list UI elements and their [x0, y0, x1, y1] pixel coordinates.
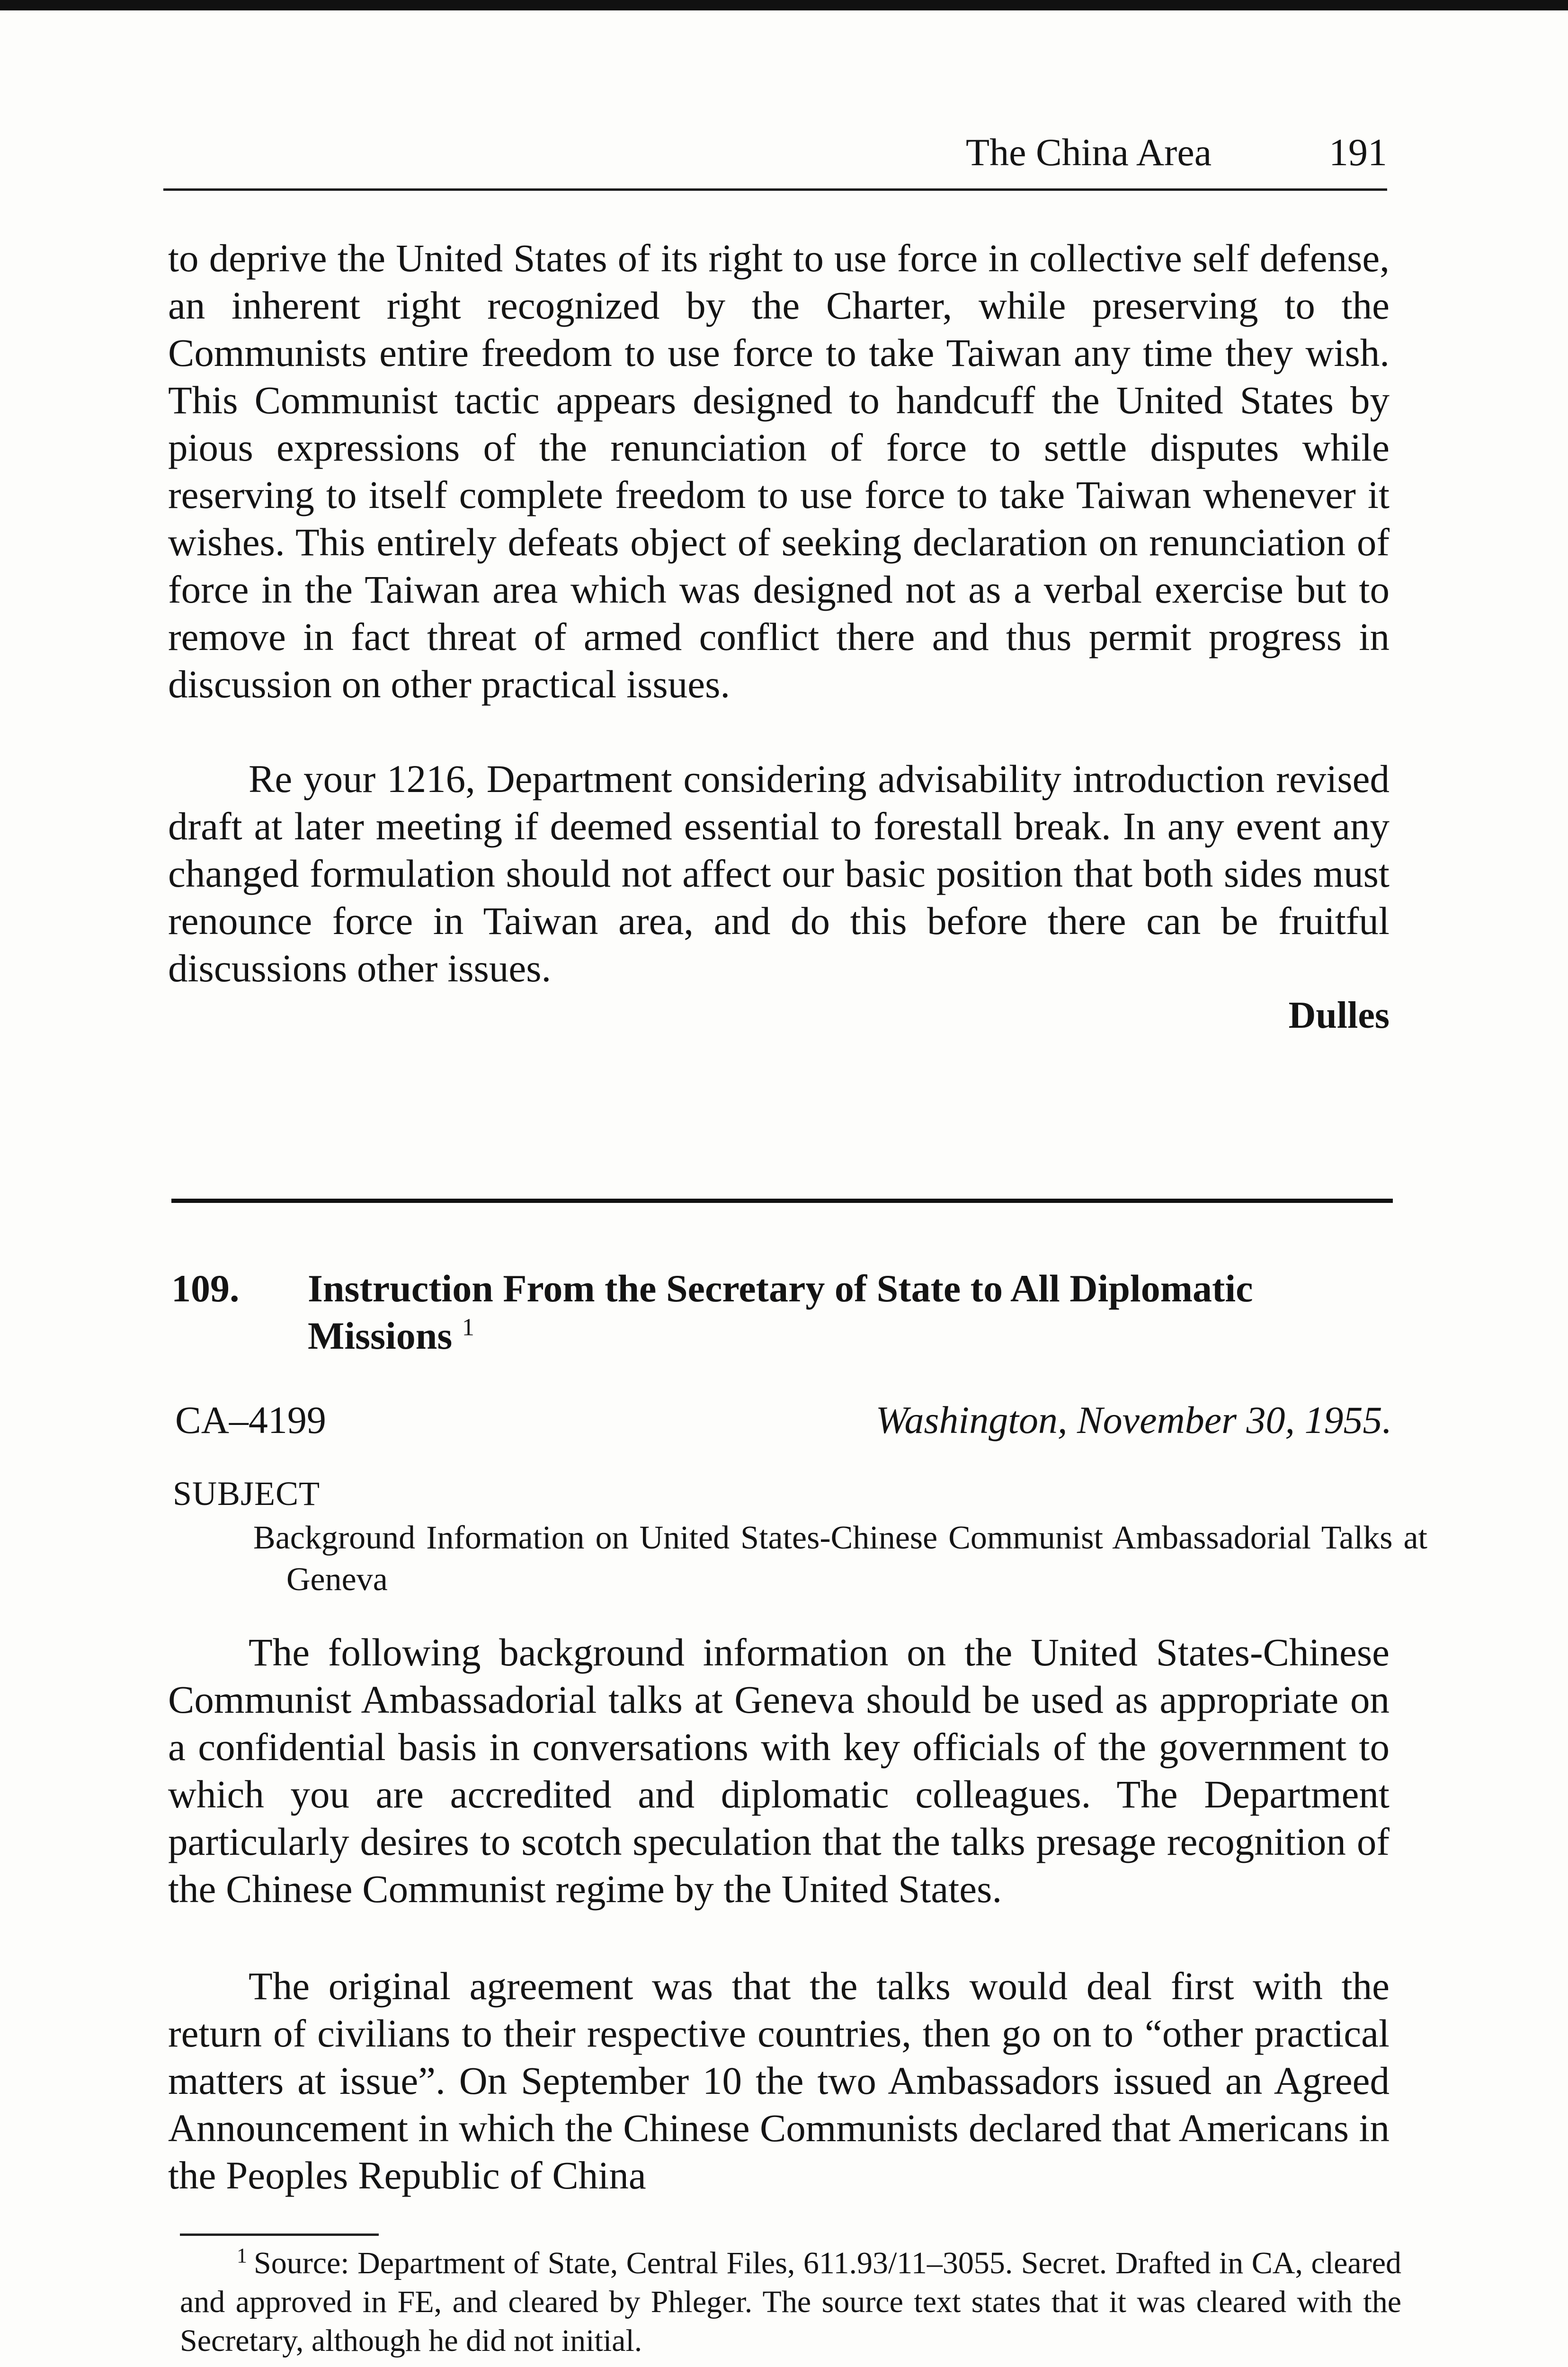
document-number: 109.: [171, 1267, 240, 1310]
dateline: Washington, November 30, 1955.: [875, 1398, 1392, 1442]
document-title: [308, 1265, 1397, 1360]
page-top-edge: [0, 0, 1568, 10]
subject-text: Background Information on United States-Chinese Communist Ambassadorial Talks at Geneva: [253, 1520, 1427, 1598]
document-title-text: Instruction From the Secretary of State to All Diplomatic Missions: [308, 1267, 1253, 1357]
page-number: 191: [1329, 131, 1387, 174]
footnote-number: 1: [237, 2244, 247, 2267]
continuation-paragraph-1: to deprive the United States of its right to use force in collective self defense, an inherent right recognized by the Charter, while preserving to the Communists entire freedom to use force to take Taiwan any time they wish. This Communist tactic appears designed to handcuff the United States by pious expressions of the renunciation of force to settle disputes while reserving to itself complete freedom to use force to take Taiwan whenever it wishes. This entirely defeats object of seeking declaration on renunciation of force in the Taiwan area which was designed not as a verbal exercise but to remove in fact threat of armed conflict there and thus permit progress in discussion on other practical issues.: [168, 236, 1390, 706]
footnote-rule: [180, 2234, 379, 2236]
document-paragraph-1: The following background information on the United States-Chinese Communist Ambassadorial talks at Geneva should be used as appropriate on a confidential basis in conversations with key officials of the government to which you are accredited and diplomatic colleagues. The Department particularly desires to scotch speculation that the talks presage recognition of the Chinese Communist regime by the United States.: [168, 1630, 1390, 1911]
continuation-paragraph-2: Re your 1216, Department considering advisability introduction revised draft at later meeting if deemed essential to forestall break. In any event any changed formulation should not affect our basic position that both sides must renounce force in Taiwan area, and do this before there can be fruitful discussions other issues.: [168, 757, 1390, 990]
footnote: [180, 2244, 1401, 2360]
subject-label: SUBJECT: [173, 1475, 321, 1513]
section-divider: [171, 1199, 1393, 1203]
footnote-text: Source: Department of State, Central Files, 611.93/11–3055. Secret. Drafted in CA, cleared and approved in FE, and cleared by Phleger. The source text states that it was cleared with the Secretary, although he did not initial.: [180, 2246, 1401, 2358]
signature: Dulles: [1288, 995, 1390, 1036]
document-id: CA–4199: [175, 1398, 326, 1442]
header-rule: [163, 188, 1387, 191]
document-paragraph-2: The original agreement was that the talks would deal first with the return of civilians to their respective countries, then go on to “other practical matters at issue”. On September 10 the two Ambassadors issued an Agreed Announcement in which the Chinese Communists declared that Americans in the Peoples Republic of China: [168, 1964, 1390, 2197]
footnote-marker: 1: [462, 1314, 474, 1341]
running-title: The China Area: [966, 131, 1212, 174]
running-head: [966, 129, 1387, 176]
